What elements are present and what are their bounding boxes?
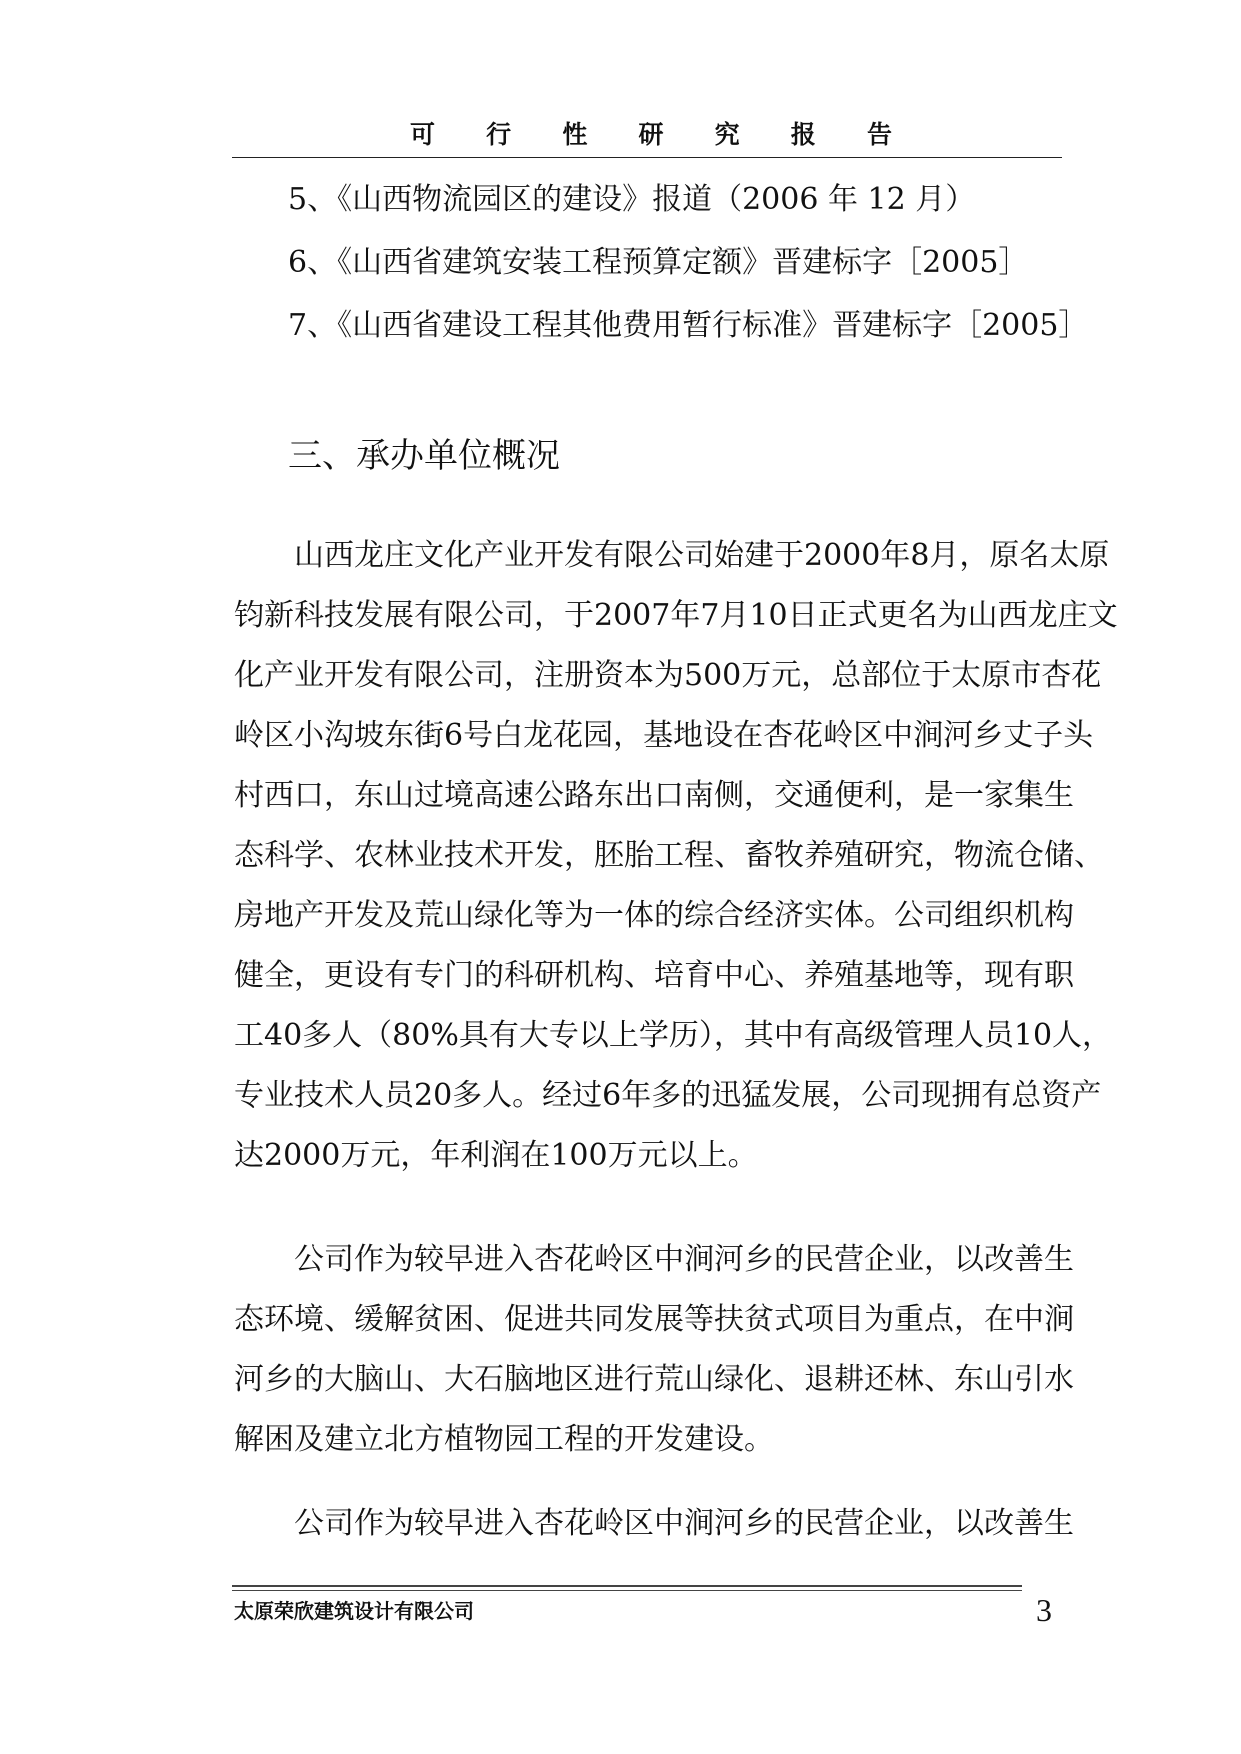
paragraph-line: 化产业开发有限公司，注册资本为500万元，总部位于太原市杏花 [234, 658, 1102, 693]
running-header-title [232, 120, 1062, 150]
body-paragraph [234, 526, 1118, 1186]
header-char: 性 [562, 120, 588, 149]
reference-item: 5、《山西物流园区的建设》报道（2006 年 12 月） [288, 182, 976, 217]
paragraph-line: 村西口，东山过境高速公路东出口南侧，交通便利，是一家集生 [234, 778, 1074, 813]
footer-divider [232, 1585, 1022, 1587]
paragraph-line: 房地产开发及荒山绿化等为一体的综合经济实体。公司组织机构 [234, 898, 1074, 933]
paragraph-line: 工40多人（80%具有大专以上学历），其中有高级管理人员10人， [234, 1018, 1113, 1053]
paragraph-line: 河乡的大脑山、大石脑地区进行荒山绿化、退耕还林、东山引水 [234, 1362, 1074, 1397]
header-char: 行 [486, 120, 512, 149]
paragraph-line: 山西龙庄文化产业开发有限公司始建于2000年8月，原名太原 [294, 538, 1110, 573]
header-char: 研 [638, 120, 664, 149]
header-divider [232, 157, 1062, 158]
body-paragraph [234, 1230, 1074, 1470]
paragraph-line: 公司作为较早进入杏花岭区中涧河乡的民营企业，以改善生 [294, 1242, 1074, 1277]
page-number: 3 [1036, 1592, 1052, 1628]
section-heading: 三、承办单位概况 [288, 436, 560, 476]
paragraph-line: 健全，更设有专门的科研机构、培育中心、养殖基地等，现有职 [234, 958, 1074, 993]
header-char: 究 [714, 120, 740, 149]
paragraph-line: 公司作为较早进入杏花岭区中涧河乡的民营企业，以改善生 [294, 1506, 1074, 1541]
header-char: 告 [866, 120, 892, 149]
reference-item: 7、《山西省建设工程其他费用暂行标准》晋建标字［2005］ [288, 308, 1089, 343]
paragraph-line: 岭区小沟坡东街6号白龙花园，基地设在杏花岭区中涧河乡丈子头 [234, 718, 1094, 753]
header-char: 报 [790, 120, 816, 149]
footer-company-name: 太原荣欣建筑设计有限公司 [234, 1599, 474, 1623]
reference-item: 6、《山西省建筑安装工程预算定额》晋建标字［2005］ [288, 245, 1029, 280]
footer-divider-thin [232, 1590, 1022, 1591]
paragraph-line: 专业技术人员20多人。经过6年多的迅猛发展，公司现拥有总资产 [234, 1078, 1102, 1113]
body-paragraph [234, 1494, 1074, 1554]
paragraph-line: 钧新科技发展有限公司，于2007年7月10日正式更名为山西龙庄文 [234, 598, 1118, 633]
paragraph-line: 态科学、农林业技术开发，胚胎工程、畜牧养殖研究，物流仓储、 [234, 838, 1104, 873]
header-char: 可 [410, 120, 436, 149]
paragraph-line: 态环境、缓解贫困、促进共同发展等扶贫式项目为重点，在中涧 [234, 1302, 1074, 1337]
paragraph-line: 解困及建立北方植物园工程的开发建设。 [234, 1422, 774, 1457]
paragraph-line: 达2000万元，年利润在100万元以上。 [234, 1138, 758, 1173]
